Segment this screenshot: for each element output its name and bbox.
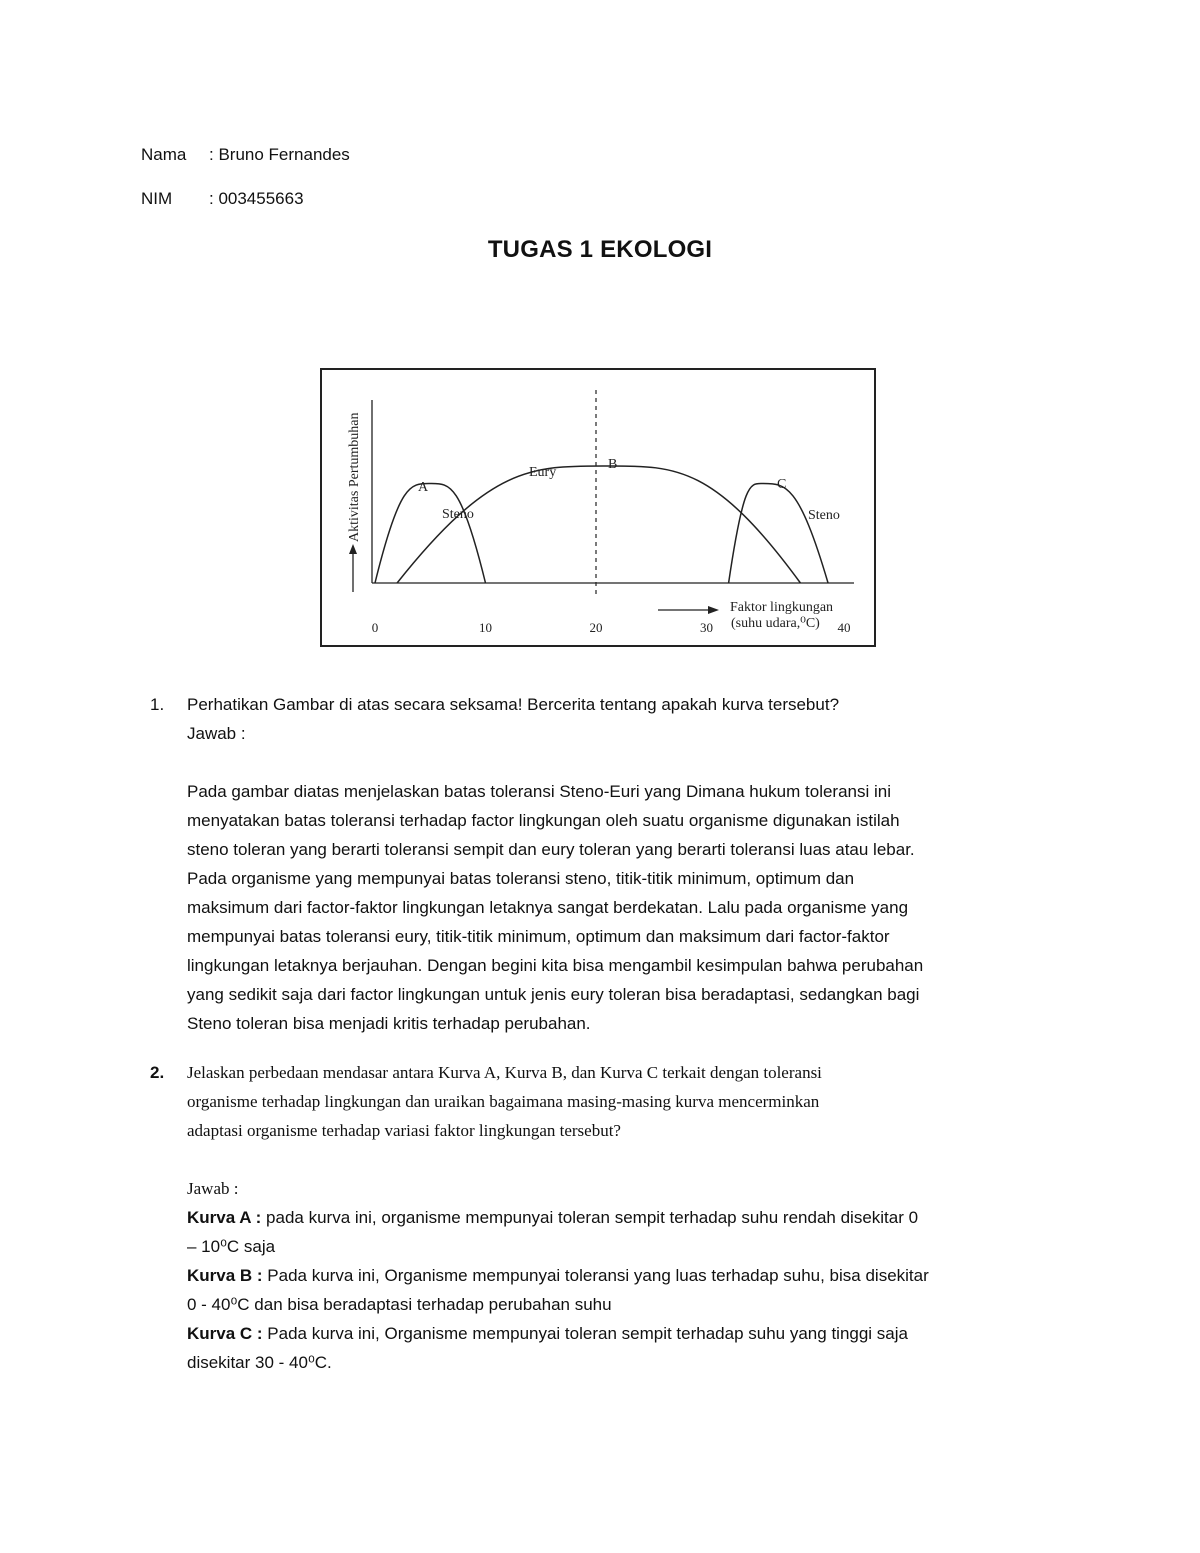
answer-line: steno toleran yang berarti toleransi sempit dan eury toleran yang berarti toleransi luas atau lebar. bbox=[187, 840, 915, 859]
name-label: Nama bbox=[141, 145, 187, 164]
kurva-c-text-2: disekitar 30 - 40⁰C. bbox=[187, 1353, 332, 1372]
question-1-answer bbox=[187, 777, 1057, 1038]
question-2-number: 2. bbox=[150, 1063, 165, 1082]
answer-line: menyatakan batas toleransi terhadap factor lingkungan oleh suatu organisme digunakan istilah bbox=[187, 811, 900, 830]
x-tick-label: 30 bbox=[700, 620, 713, 635]
tolerance-chart bbox=[320, 368, 876, 647]
question-1-text: Perhatikan Gambar di atas secara seksama! Bercerita tentang apakah kurva tersebut? bbox=[187, 695, 840, 714]
answer-line: Steno toleran bisa menjadi kritis terhadap perubahan. bbox=[187, 1014, 591, 1033]
kurva-c-line-1 bbox=[187, 1319, 1057, 1348]
question-line: organisme terhadap lingkungan dan uraikan bagaimana masing-masing kurva mencerminkan bbox=[187, 1092, 820, 1111]
curve-c bbox=[729, 484, 828, 583]
x-axis-label-line1: Faktor lingkungan bbox=[730, 600, 834, 615]
question-1-number: 1. bbox=[150, 695, 165, 714]
answer-line: mempunyai batas toleransi eury, titik-titik minimum, optimum dan maksimum dari factor-faktor bbox=[187, 927, 890, 946]
question-1-answer-label: Jawab : bbox=[187, 724, 246, 743]
curve-b bbox=[397, 466, 800, 583]
kurva-a-text-2: – 10⁰C saja bbox=[187, 1237, 276, 1256]
question-2-text bbox=[187, 1058, 1057, 1145]
question-2-answer-label: Jawab : bbox=[187, 1179, 239, 1198]
label-b: B bbox=[608, 457, 618, 472]
nim-row bbox=[141, 189, 304, 209]
answer-line: maksimum dari factor-faktor lingkungan letaknya sangat berdekatan. Lalu pada organisme yang bbox=[187, 898, 909, 917]
question-line: adaptasi organisme terhadap variasi faktor lingkungan tersebut? bbox=[187, 1121, 621, 1140]
x-tick-label: 10 bbox=[479, 620, 492, 635]
label-a: A bbox=[418, 480, 429, 495]
answer-line: yang sedikit saja dari factor lingkungan untuk jenis eury toleran bisa beradaptasi, sedangkan bagi bbox=[187, 985, 920, 1004]
label-steno-left: Steno bbox=[442, 507, 474, 522]
kurva-a-line-1 bbox=[187, 1203, 1057, 1232]
nim-value: : 003455663 bbox=[209, 189, 304, 208]
x-tick-label: 40 bbox=[837, 620, 851, 635]
kurva-c-text-1: Pada kurva ini, Organisme mempunyai toleran sempit terhadap suhu yang tinggi saja bbox=[262, 1324, 908, 1343]
kurva-c-label: Kurva C : bbox=[187, 1324, 263, 1343]
x-tick-label: 20 bbox=[589, 620, 603, 635]
x-axis-label-line2: (suhu udara,⁰C) bbox=[731, 616, 820, 631]
answer-line: Pada gambar diatas menjelaskan batas toleransi Steno-Euri yang Dimana hukum toleransi ini bbox=[187, 782, 891, 801]
curve-a bbox=[375, 484, 486, 583]
answer-line: lingkungan letaknya berjauhan. Dengan begini kita bisa mengambil kesimpulan bahwa perubahan bbox=[187, 956, 924, 975]
kurva-a-label: Kurva A : bbox=[187, 1208, 262, 1227]
answer-line: Pada organisme yang mempunyai batas toleransi steno, titik-titik minimum, optimum dan bbox=[187, 869, 855, 888]
label-steno-right: Steno bbox=[808, 508, 840, 523]
kurva-b-label: Kurva B : bbox=[187, 1266, 263, 1285]
kurva-b-text-2: 0 - 40⁰C dan bisa beradaptasi terhadap perubahan suhu bbox=[187, 1295, 612, 1314]
chart-svg bbox=[322, 370, 874, 645]
name-row bbox=[141, 145, 350, 165]
name-value: : Bruno Fernandes bbox=[209, 145, 350, 164]
kurva-b-text-1: Pada kurva ini, Organisme mempunyai toleransi yang luas terhadap suhu, bisa disekitar bbox=[262, 1266, 929, 1285]
kurva-a-text-1: pada kurva ini, organisme mempunyai toleran sempit terhadap suhu rendah disekitar 0 bbox=[261, 1208, 919, 1227]
x-tick-label: 0 bbox=[371, 620, 379, 635]
nim-label: NIM bbox=[141, 189, 173, 208]
y-arrow-head bbox=[349, 544, 357, 554]
x-arrow-head bbox=[708, 606, 719, 614]
page-title: TUGAS 1 EKOLOGI bbox=[487, 236, 713, 263]
label-eury: Eury bbox=[529, 465, 557, 480]
label-c: C bbox=[777, 477, 787, 492]
y-axis-label: Aktivitas Pertumbuhan bbox=[347, 412, 362, 542]
kurva-b-line-1 bbox=[187, 1261, 1057, 1290]
question-line: Jelaskan perbedaan mendasar antara Kurva A, Kurva B, dan Kurva C terkait dengan toleransi bbox=[187, 1063, 822, 1082]
